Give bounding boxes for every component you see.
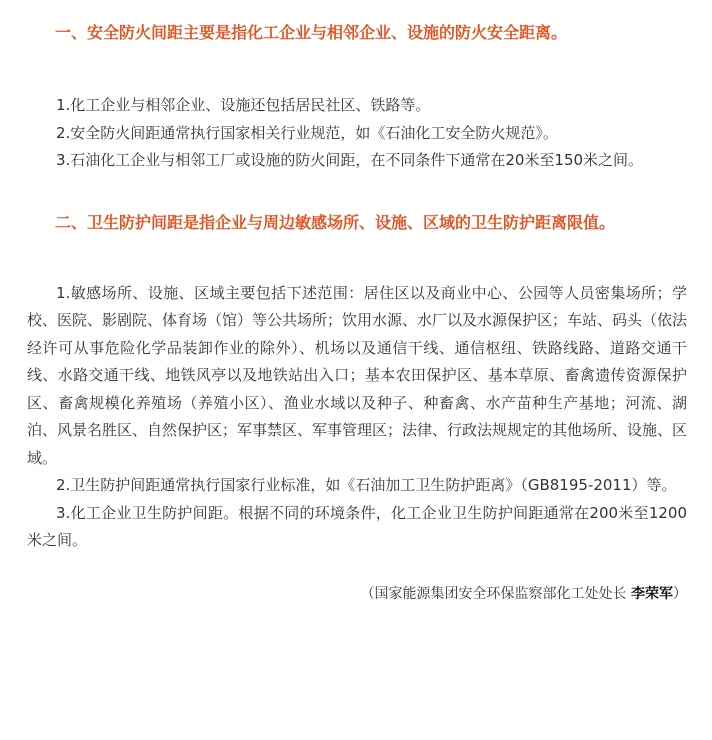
author-signature	[27, 583, 687, 605]
section-2-paragraph-1: 1.敏感场所、设施、区域主要包括下述范围：居住区以及商业中心、公园等人员密集场所；学校、医院、影剧院、体育场（馆）等公共场所；饮用水源、水厂以及水源保护区；车站、码头（依法经许可从事危险化学品装卸作业的除外）、机场以及通信干线、通信枢纽、铁路线路、道路交通干线、水路交通干线、地铁风亭以及地铁站出入口；基本农田保护区、基本草原、畜禽遗传资源保护区、畜禽规模化养殖场（养殖小区）、渔业水域以及种子、种畜禽、水产苗种生产基地；河流、湖泊、风景名胜区、自然保护区；军事禁区、军事管理区；法律、行政法规规定的其他场所、设施、区域。	[27, 283, 688, 467]
author-name: 李荣军	[631, 585, 673, 602]
signature-suffix: ）	[673, 585, 687, 602]
section-1-paragraph-1: 1.化工企业与相邻企业、设施还包括居民社区、铁路等。	[56, 96, 431, 114]
section-2-paragraph-3: 3.化工企业卫生防护间距。根据不同的环境条件，化工企业卫生防护间距通常在200米至1200米之间。	[27, 503, 687, 549]
section-1-paragraph-3: 3.石油化工企业与相邻工厂或设施的防火间距，在不同条件下通常在20米至150米之间。	[56, 151, 644, 169]
signature-prefix: （国家能源集团安全环保监察部化工处处长	[360, 585, 631, 602]
section-1-paragraph-2: 2.安全防火间距通常执行国家相关行业规范，如《石油化工安全防火规范》。	[56, 123, 558, 142]
article-body	[27, 0, 687, 605]
section-1-heading: 一、安全防火间距主要是指化工企业与相邻企业、设施的防火安全距离。	[55, 23, 568, 42]
section-2-paragraph-2: 2.卫生防护间距通常执行国家行业标准，如《石油加工卫生防护距离》（GB8195-2011）等。	[56, 476, 677, 494]
section-2-heading: 二、卫生防护间距是指企业与周边敏感场所、设施、区域的卫生防护距离限值。	[55, 212, 616, 232]
